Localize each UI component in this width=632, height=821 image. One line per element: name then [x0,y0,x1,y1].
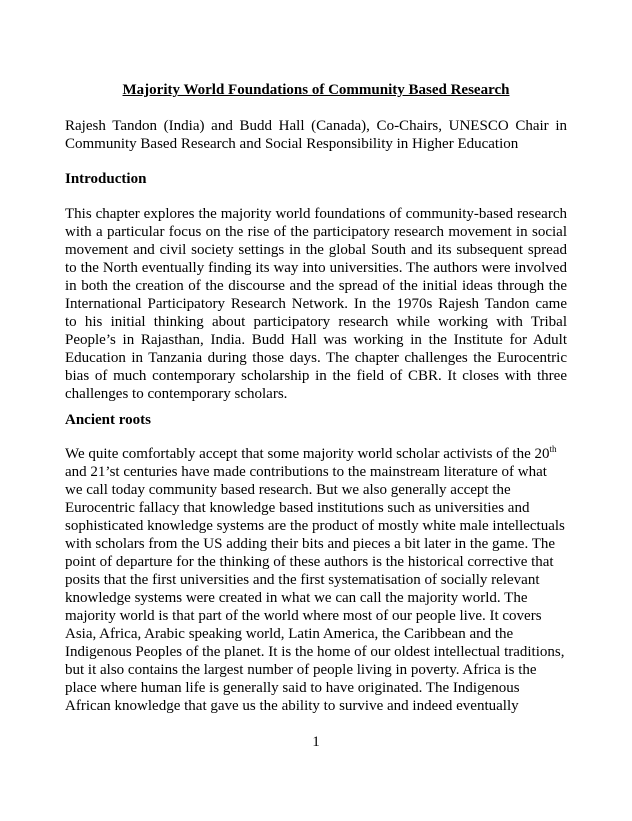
paragraph-line: posits that the first universities and the first systematisation of socially relevant [65,572,540,588]
paragraph-line: with a particular focus on the rise of the participatory research movement in social [65,224,567,240]
paragraph-line: International Participatory Research Network. In the 1970s Rajesh Tandon came [65,296,567,312]
document-title: Majority World Foundations of Community Based Research [122,82,510,98]
ancient-roots-paragraph [65,445,567,715]
paragraph-line: place where human life is generally said to have originated. The Indigenous [65,680,520,696]
paragraph-line: to the North eventually finding its way into universities. The authors were involved [65,260,567,276]
paragraph-line: in both the creation of the discourse and the spread of the initial ideas through the [65,278,567,294]
authors-line: Rajesh Tandon (India) and Budd Hall (Canada), Co-Chairs, UNESCO Chair in Community Based Research and Social Responsibility in Higher Education [65,118,567,152]
paragraph-line: sophisticated knowledge systems are the product of mostly white male intellectuals [65,518,565,534]
paragraph-line: with scholars from the US adding their bits and pieces a bit later in the game. The [65,536,556,552]
paragraph-line: movement and civil society settings in the global South and its subsequent spread [65,242,567,258]
section-heading-ancient-roots: Ancient roots [65,412,151,428]
paragraph-line: bias of much contemporary scholarship in the field of CBR. It closes with three [65,368,567,384]
paragraph-line: challenges to contemporary scholars. [65,386,288,402]
line-text: We quite comfortably accept that some majority world scholar activists of the 20 [65,446,550,462]
paragraph-line [65,445,567,463]
paragraph-line: point of departure for the thinking of these authors is the historical corrective that [65,554,554,570]
page-number: 1 [312,734,320,750]
superscript: th [549,444,557,454]
paragraph-line: majority world is that part of the world where most of our people live. It covers [65,608,542,624]
paragraph-line: to his initial thinking about participatory research while working with Tribal [65,314,567,330]
paragraph-line: and 21’st centuries have made contributions to the mainstream literature of what [65,464,547,480]
paragraph-line: but it also contains the largest number of people living in poverty. Africa is the [65,662,537,678]
paragraph-line: Eurocentric fallacy that knowledge based institutions such as universities and [65,500,530,516]
introduction-paragraph [65,205,567,403]
paragraph-line: we call today community based research. But we also generally accept the [65,482,511,498]
paragraph-line: knowledge systems were created in what we can call the majority world. The [65,590,528,606]
paragraph-line: Asia, Africa, Arabic speaking world, Latin America, the Caribbean and the [65,626,514,642]
paragraph-line: Education in Tanzania during those days. The chapter challenges the Eurocentric [65,350,567,366]
paragraph-line: People’s in Rajasthan, India. Budd Hall was working in the Institute for Adult [65,332,567,348]
section-heading-introduction: Introduction [65,171,147,187]
paragraph-line: African knowledge that gave us the ability to survive and indeed eventually [65,698,519,714]
paragraph-line: This chapter explores the majority world foundations of community-based research [65,206,567,222]
paragraph-line: Indigenous Peoples of the planet. It is the home of our oldest intellectual traditions, [65,644,565,660]
